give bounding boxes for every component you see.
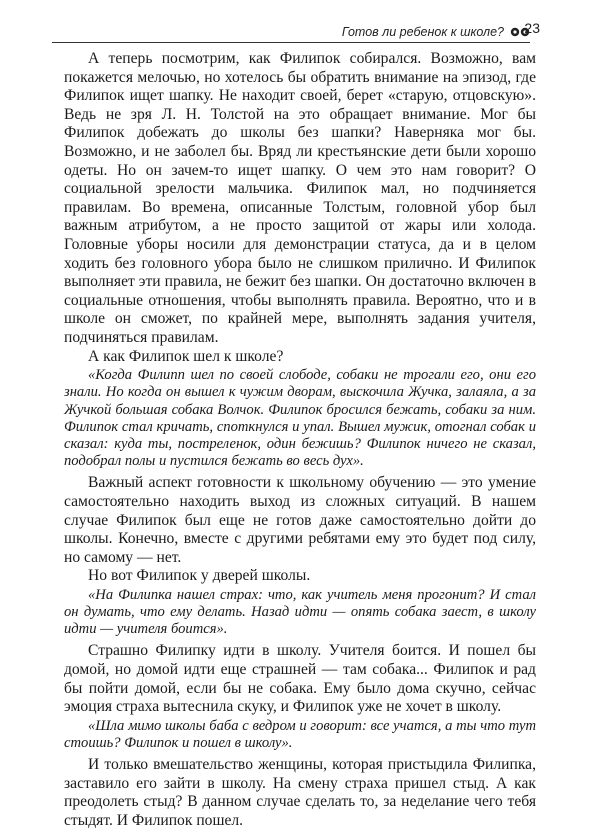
running-header [52,18,530,43]
paragraph: Страшно Филипку идти в школу. Учителя боится. И пошел бы домой, но домой идти еще страшней — там собака... Филипок и рад бы пойти домой, если бы не собака. Ему было дома скучно, сейчас эмоция страха вытеснила скуку, и Филипок уже не хочет в школу. [64,642,536,716]
paragraph: Важный аспект готовности к школьному обучению — это умение самостоятельно находить выход из сложных ситуаций. В нашем случае Филипок был еще не готов даже самостоятельно дойти до школы. Конечно, вместе с другими ребятами ему это будет под силу, но самому — нет. [64,474,536,566]
page-number: 23 [524,20,540,36]
quote-paragraph: «Шла мимо школы баба с ведром и говорит: все учатся, а ты что тут стоишь? Филипок и пошел в школу». [64,717,536,752]
paragraph: А как Филипок шел к школе? [88,347,284,365]
paragraph: И только вмешательство женщины, которая пристыдила Филипка, заставило его зайти в школу. На смену страха пришел стыд. А как преодолеть стыд? В данном случае сделать то, за неделание чего тебя стыдят. И Филипок пошел. [64,756,536,830]
quote-paragraph: «На Филипка нашел страх: что, как учитель меня прогонит? И стал он думать, что ему делать. Назад идти — опять собака заест, в школу идти — учителя боится». [64,586,536,638]
paragraph: А теперь посмотрим, как Филипок собирался. Возможно, вам покажется мелочью, но хотелось бы обратить внимание на эпизод, где Филипок ищет шапку. Не находит своей, берет «старую, отцовскую». Ведь не зря Л. Н. Толстой на это обращает внимание. Мог бы Филипок добежать до школы без шапки? Наверняка мог бы. Возможно, и не заболел бы. Вряд ли крестьянские дети были хорошо одеты. Но он зачем-то ищет шапку. О чем это нам говорит? О социальной зрелости мальчика. Филипок мал, но подчиняется правилам. Во времена, описанные Толстым, головной убор был важным атрибутом, а не просто защитой от жары или холода. Головные уборы носили для демонстрации статуса, да и в целом ходить без головного убора было не слишком прилично. И Филипок выполняет эти правила, не бежит без шапки. Он достаточно включен в социальные отношения, чтобы выполнять правила. Вероятно, что и в школе он сможет, по крайней мере, выполнять задания учителя, подчиняться правилам. [64,50,536,346]
page-body [64,50,536,831]
quote-paragraph: «Когда Филипп шел по своей слободе, собаки не трогали его, они его знали. Но когда он вышел к чужим дворам, выскочила Жучка, залаяла, а за Жучкой большая собака Волчок. Филипок бросился бежать, собаки за ним. Филипок стал кричать, споткнулся и упал. Вышел мужик, отогнал собак и сказал: куда ты, постреленок, один бежишь? Филипок ничего не сказал, подобрал полы и пустился бежать во весь дух». [64,367,536,470]
running-header-title: Готов ли ребенок к школе? [341,25,504,39]
paragraph: Но вот Филипок у дверей школы. [88,567,311,585]
